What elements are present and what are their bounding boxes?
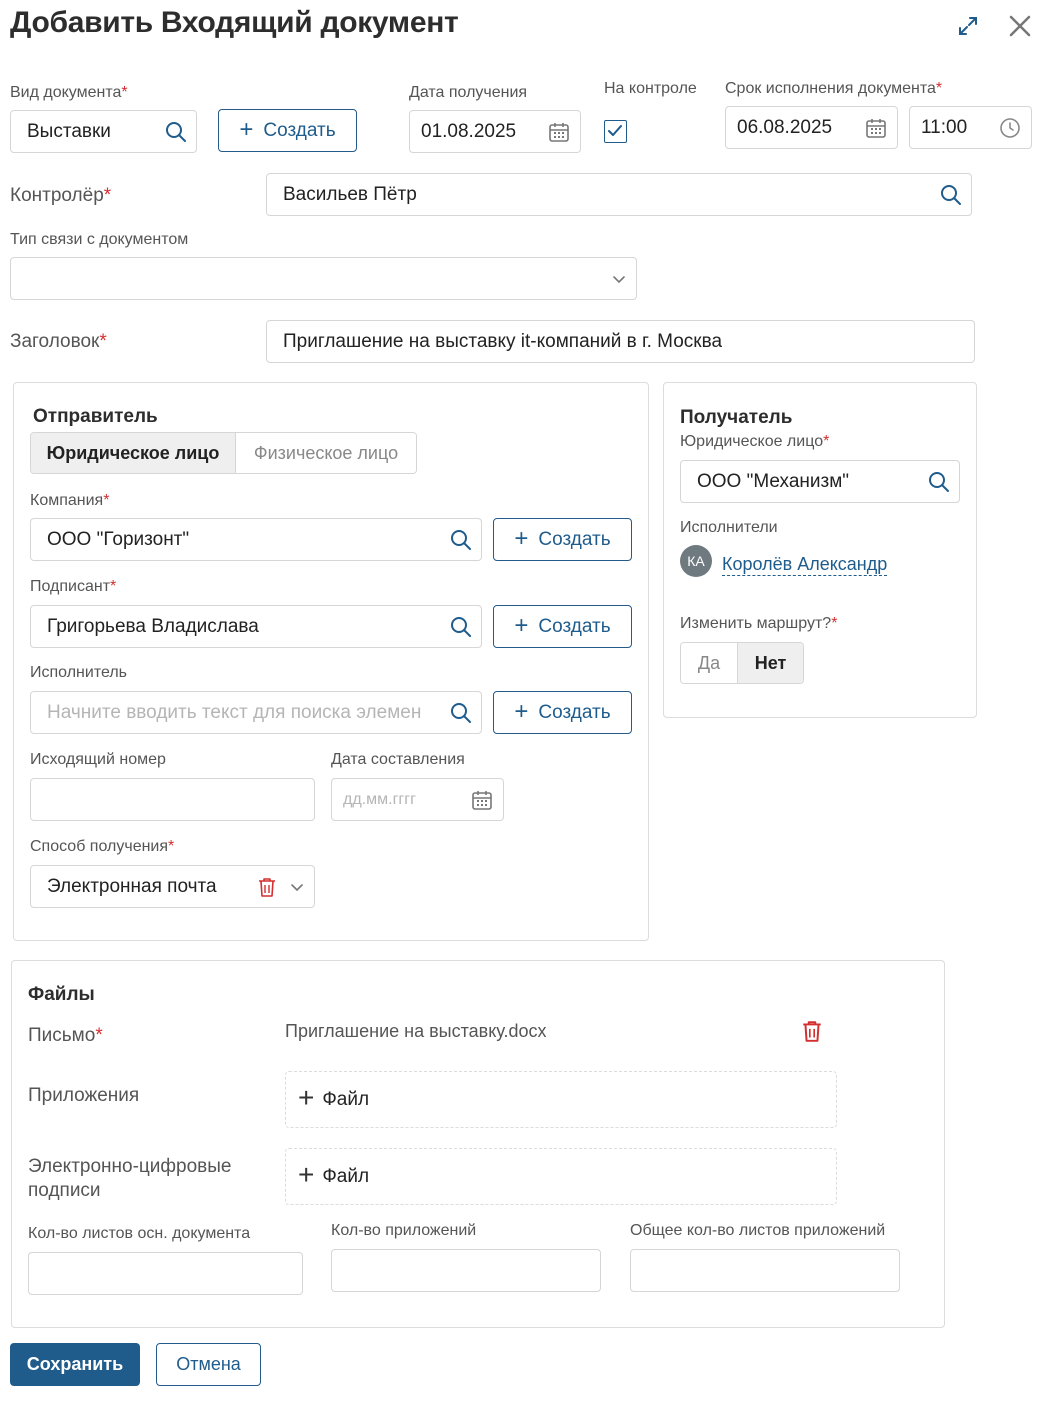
check-icon [605,121,625,141]
signatures-dropzone[interactable]: + Файл [285,1148,837,1205]
chevron-down-icon [612,272,626,286]
sender-type-toggle[interactable] [30,432,417,474]
executor-link[interactable]: Королёв Александр [722,554,888,574]
close-icon[interactable] [1006,12,1034,40]
on-control-checkbox[interactable] [604,120,627,143]
recipient-legal-field[interactable]: ООО "Механизм" [680,460,960,503]
link-type-select[interactable] [10,257,637,300]
attachments-pages-label: Общее кол-во листов приложений [630,1222,886,1239]
received-date-field[interactable]: 01.08.2025 [409,110,581,153]
main-pages-field[interactable] [28,1252,303,1295]
company-label: Компания* [30,492,110,509]
recipient-legal-label: Юридическое лицо* [680,433,830,450]
chevron-down-icon[interactable] [290,880,304,894]
receive-method-label: Способ получения* [30,838,175,855]
calendar-icon[interactable] [548,121,570,143]
plus-icon: + [514,524,529,552]
calendar-icon[interactable] [865,117,887,139]
on-control-label: На контроле [604,80,697,97]
executor-label: Исполнитель [30,664,128,681]
doc-type-label: Вид документа* [10,84,128,101]
create-doc-type-button[interactable]: + Создать [218,109,357,152]
create-company-button[interactable]: + Создать [493,518,632,561]
signer-field[interactable]: Григорьева Владислава [30,605,482,648]
letter-label: Письмо* [28,1025,103,1046]
subject-label: Заголовок* [10,331,107,352]
files-title: Файлы [28,984,95,1005]
controller-label: Контролёр* [10,185,112,206]
search-icon[interactable] [164,120,188,144]
search-icon[interactable] [939,183,963,207]
attachments-pages-field[interactable] [630,1249,900,1292]
deadline-date-field[interactable]: 06.08.2025 [725,106,898,149]
calendar-icon[interactable] [471,789,493,811]
plus-icon: + [239,115,254,143]
expand-icon[interactable] [956,14,980,38]
recipient-title: Получатель [680,407,793,428]
signer-label: Подписант* [30,578,117,595]
change-route-toggle[interactable] [680,642,804,684]
avatar: КА [680,545,712,577]
compile-date-label: Дата составления [331,751,465,768]
search-icon[interactable] [927,470,951,494]
route-option-yes[interactable]: Да [681,643,738,683]
executor-field[interactable]: Начните вводить текст для поиска элемен [30,691,482,734]
sender-title: Отправитель [33,406,158,427]
signatures-label: Электронно-цифровые подписи [28,1156,232,1201]
plus-icon: + [514,697,529,725]
cancel-button[interactable]: Отмена [156,1343,261,1386]
controller-field[interactable]: Васильев Пётр [266,173,972,216]
outgoing-number-label: Исходящий номер [30,751,166,768]
attachments-label: Приложения [28,1085,140,1106]
received-date-label: Дата получения [409,84,528,101]
deadline-label: Срок исполнения документа* [725,80,943,97]
trash-icon[interactable] [256,876,278,898]
plus-icon: + [298,1082,315,1113]
company-field[interactable]: ООО "Горизонт" [30,518,482,561]
receive-method-select[interactable]: Электронная почта [30,865,315,908]
clock-icon[interactable] [999,117,1021,139]
save-button[interactable]: Сохранить [10,1343,140,1386]
create-signer-button[interactable]: + Создать [493,605,632,648]
main-pages-label: Кол-во листов осн. документа [28,1225,251,1242]
plus-icon: + [514,611,529,639]
route-option-no[interactable]: Нет [738,643,803,683]
subject-field[interactable]: Приглашение на выставку it-компаний в г. Москва [266,320,975,363]
change-route-label: Изменить маршрут?* [680,615,838,632]
letter-file-name[interactable]: Приглашение на выставку.docx [285,1021,547,1041]
attachments-count-label: Кол-во приложений [331,1222,477,1239]
search-icon[interactable] [449,528,473,552]
search-icon[interactable] [449,615,473,639]
compile-date-field[interactable]: дд.мм.гггг [331,778,504,821]
plus-icon: + [298,1159,315,1190]
outgoing-number-field[interactable] [30,778,315,821]
tab-individual[interactable]: Физическое лицо [236,433,416,473]
create-executor-button[interactable]: + Создать [493,691,632,734]
executors-label: Исполнители [680,519,778,536]
tab-legal-entity[interactable]: Юридическое лицо [31,433,236,473]
doc-type-field[interactable]: Выставки [10,110,197,153]
page-title: Добавить Входящий документ [10,6,459,39]
deadline-time-field[interactable]: 11:00 [909,106,1032,149]
link-type-label: Тип связи с документом [10,231,189,248]
attachments-count-field[interactable] [331,1249,601,1292]
trash-icon[interactable] [800,1019,824,1043]
search-icon[interactable] [449,701,473,725]
attachments-dropzone[interactable]: + Файл [285,1071,837,1128]
